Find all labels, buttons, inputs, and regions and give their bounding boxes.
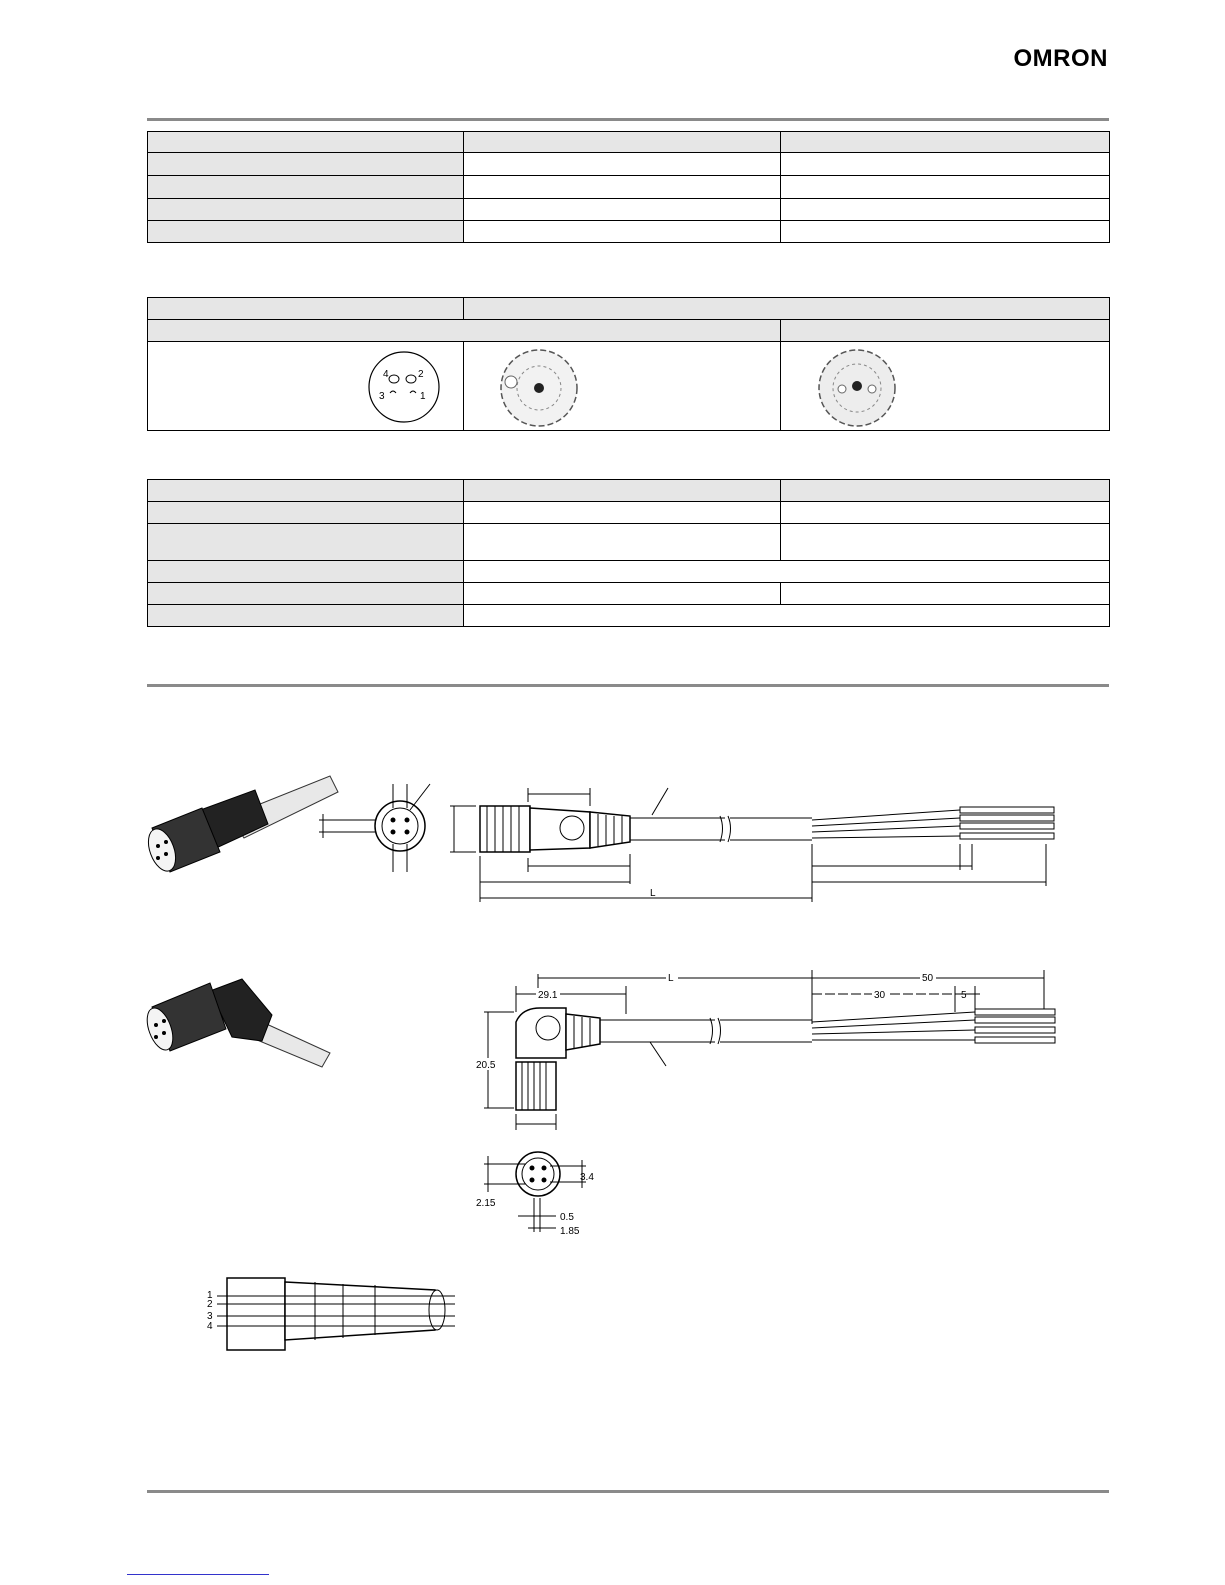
table-row <box>148 298 1110 320</box>
length-label: L <box>650 888 656 899</box>
face-dimension-label: 1.85 <box>560 1226 580 1237</box>
footer-link-underline[interactable] <box>127 1574 269 1575</box>
table-row <box>148 221 1110 243</box>
pin-label: 3 <box>379 391 385 402</box>
table-row <box>148 320 1110 342</box>
body-length-label: 29.1 <box>538 990 558 1001</box>
table-row <box>148 524 1110 561</box>
wiring-diagram <box>205 1272 465 1354</box>
omron-logo: OMRON <box>1013 45 1108 72</box>
right-angle-connector-face-view <box>470 1140 610 1240</box>
pin-label: 4 <box>383 369 389 380</box>
straight-connector-face-view <box>315 780 435 875</box>
height-label: 20.5 <box>476 1060 496 1071</box>
straight-cable-dimension-drawing <box>440 780 1060 910</box>
ratings-table <box>147 131 1110 243</box>
specifications-table <box>147 479 1110 627</box>
pin-layout-diagram <box>148 342 464 430</box>
right-angle-connector-photo <box>140 965 350 1070</box>
table-row <box>148 480 1110 502</box>
section-rule-1 <box>147 118 1109 121</box>
footer-rule <box>147 1490 1109 1493</box>
face-dimension-label: 3.4 <box>580 1172 594 1183</box>
pin-arrangement-table <box>147 297 1110 431</box>
table-row <box>148 605 1110 627</box>
table-row <box>148 502 1110 524</box>
pin-label: 1 <box>420 391 426 402</box>
table-row <box>148 153 1110 176</box>
wire-number-label: 2 <box>207 1299 213 1310</box>
table-row <box>148 176 1110 199</box>
table-row <box>148 583 1110 605</box>
strip-label: 5 <box>961 990 967 1001</box>
right-angle-cable-dimension-drawing <box>470 962 1070 1132</box>
table-row <box>148 199 1110 221</box>
wire-number-label: 3 <box>207 1311 213 1322</box>
wire-number-label: 4 <box>207 1321 213 1332</box>
section-rule-2 <box>147 684 1109 687</box>
table-row <box>148 132 1110 153</box>
length-label: L <box>668 973 674 984</box>
wire-number-label: 1 <box>207 1290 213 1301</box>
lead-total-label: 50 <box>922 973 934 984</box>
face-dimension-label: 0.5 <box>560 1212 574 1223</box>
connector-face-photo-2 <box>781 342 1110 430</box>
connector-face-photo-1 <box>464 342 781 430</box>
pin-label: 2 <box>418 369 424 380</box>
table-row <box>148 561 1110 583</box>
face-dimension-label: 2.15 <box>476 1198 496 1209</box>
lead-mid-label: 30 <box>874 990 886 1001</box>
table-row <box>148 342 1110 431</box>
